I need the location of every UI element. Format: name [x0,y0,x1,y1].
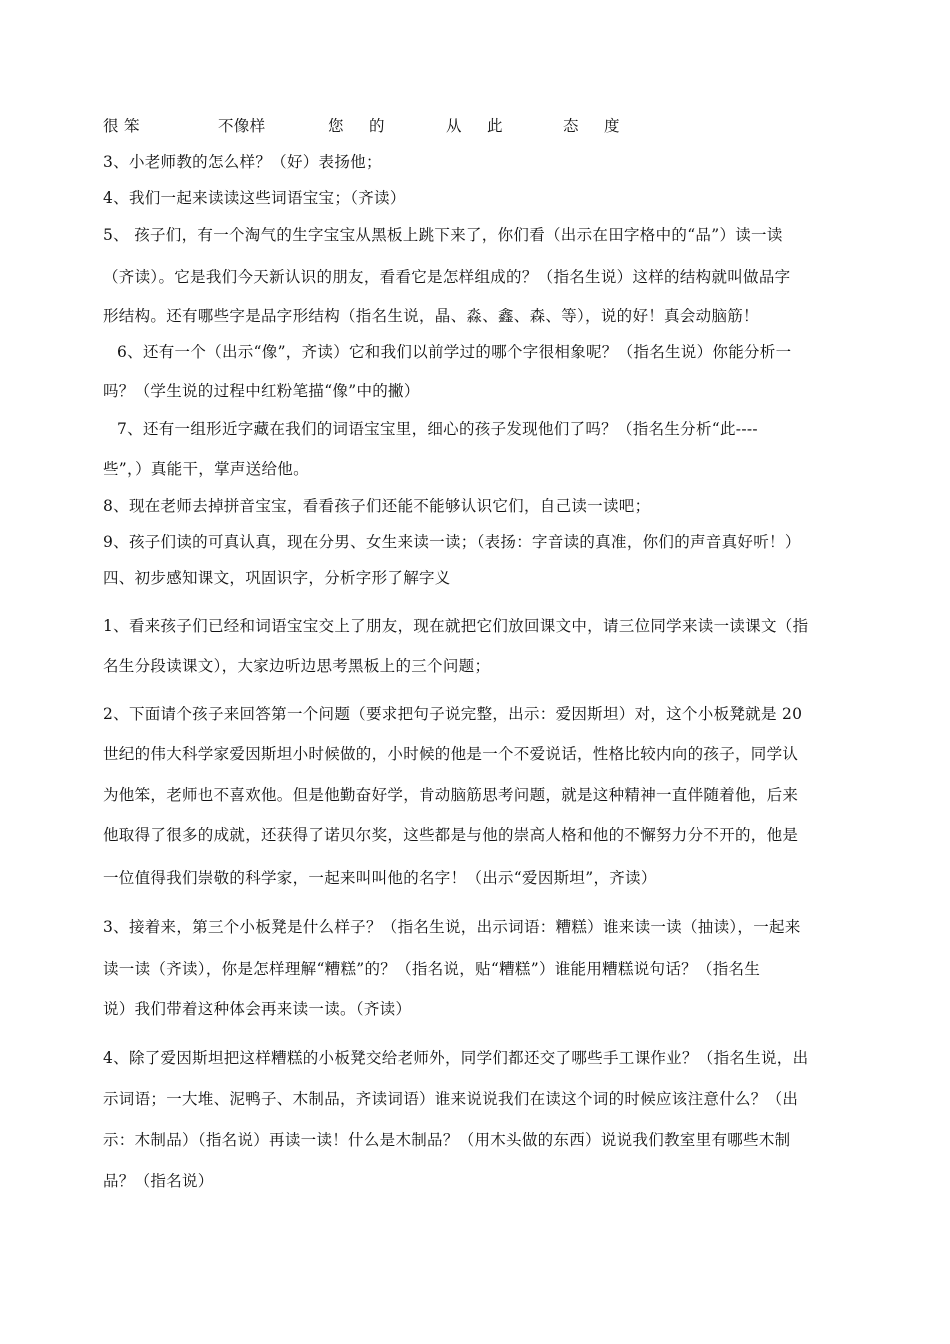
step-4-line: 4、我们一起来读读这些词语宝宝；（齐读） [103,189,406,207]
step-6-line-2: 吗？（学生说的过程中红粉笔描“像”中的撇） [103,382,420,400]
word-hen-ben: 很 笨 [103,117,140,135]
para-3-line-3: 说）我们带着这种体会再来读一读。（齐读） [103,1000,412,1018]
para-2-line-4: 他取得了很多的成就，还获得了诺贝尔奖，这些都是与他的崇高人格和他的不懈努力分不开的，他是 [103,826,799,844]
para-3-line-1: 3、接着来，第三个小板凳是什么样子？（指名生说，出示词语：糟糕）谁来读一读（抽读），一起来 [103,918,801,936]
section-4-heading: 四、初步感知课文，巩固识字，分析字形了解字义 [103,569,451,587]
step-5-line-1: 5、 孩子们，有一个淘气的生字宝宝从黑板上跳下来了，你们看（出示在田字格中的“品”）读一读 [103,226,783,244]
word-tai: 态 [563,117,579,135]
para-2-line-1: 2、下面请个孩子来回答第一个问题（要求把句子说完整，出示：爱因斯坦）对，这个小板凳就是 20 [103,705,803,723]
word-de: 的 [369,117,385,135]
para-2-line-2: 世纪的伟大科学家爱因斯坦小时候做的，小时候的他是一个不爱说话，性格比较内向的孩子，同学认 [103,745,799,763]
para-4-line-2: 示词语；一大堆、泥鸭子、木制品，齐读词语）谁来说说我们在读这个词的时候应该注意什么？（出 [103,1090,799,1108]
para-2-line-3: 为他笨，老师也不喜欢他。但是他勤奋好学，肯动脑筋思考问题，就是这种精神一直伴随着他，后来 [103,786,799,804]
step-9-line: 9、孩子们读的可真认真，现在分男、女生来读一读；（表扬：字音读的真准，你们的声音真好听！） [103,533,801,551]
para-4-line-3: 示：木制品）（指名说）再读一读！什么是木制品？（用木头做的东西）说说我们教室里有哪些木制 [103,1131,791,1149]
step-5-line-2: （齐读）。它是我们今天新认识的朋友，看看它是怎样组成的？（指名生说）这样的结构就叫做品字 [103,268,791,286]
word-ci: 此 [487,117,503,135]
para-1-line-2: 名生分段读课文），大家边听边思考黑板上的三个问题； [103,657,491,675]
step-7-line-1: 7、还有一组形近字藏在我们的词语宝宝里，细心的孩子发现他们了吗？（指名生分析“此---- [117,420,758,438]
para-2-line-5: 一位值得我们崇敬的科学家，一起来叫叫他的名字！（出示“爱因斯坦”，齐读） [103,869,657,887]
word-bu-xiang-yang: 不像样 [218,117,266,135]
para-1-line-1: 1、看来孩子们已经和词语宝宝交上了朋友，现在就把它们放回课文中，请三位同学来读一读课文（指 [103,617,809,635]
step-7-line-2: 些”，）真能干，掌声送给他。 [103,460,309,478]
para-4-line-4: 品？（指名说） [103,1172,214,1190]
word-cong: 从 [446,117,462,135]
step-6-line-1: 6、还有一个（出示“像”，齐读）它和我们以前学过的哪个字很相象呢？（指名生说）你能分析一 [117,343,792,361]
para-4-line-1: 4、除了爱因斯坦把这样糟糕的小板凳交给老师外，同学们都还交了哪些手工课作业？（指名生说，出 [103,1049,809,1067]
step-3-line: 3、小老师教的怎么样？（好）表扬他； [103,153,382,171]
word-du: 度 [604,117,620,135]
para-3-line-2: 读一读（齐读），你是怎样理解“糟糕”的？（指名说，贴“糟糕”）谁能用糟糕说句话？（指名生 [103,960,761,978]
step-5-line-3: 形结构。还有哪些字是品字形结构（指名生说，晶、淼、鑫、森、等），说的好！真会动脑筋！ [103,307,759,325]
word-nin: 您 [328,117,344,135]
step-8-line: 8、现在老师去掉拼音宝宝，看看孩子们还能不能够认识它们，自己读一读吧； [103,497,651,515]
